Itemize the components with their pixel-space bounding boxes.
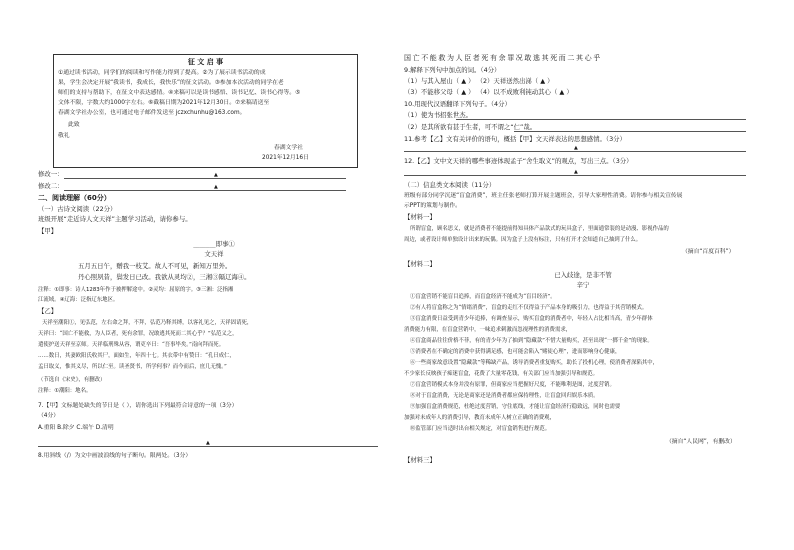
material-2-para-3b: 消费能力有限，在盲盒营销中，一味追求刺激而忽视理性的消费需求， — [404, 327, 572, 333]
revision-2-label: 修改二： — [38, 182, 64, 190]
notice-line-1: ①通过读书活动，同学们的阅读和写作能力得到了提高。②为了展示读书活动的成 — [58, 70, 266, 76]
blank-marker-4: ▲ — [574, 145, 578, 151]
activity-intro: 班级开展“走近诗人文天祥”主题学习活动，请你参与。 — [38, 215, 192, 223]
question-7-options: A.重阳 B.除夕 C.端午 D.清明 — [38, 425, 114, 431]
blank-marker-5: ▲ — [574, 169, 578, 175]
label-yi: 【乙】 — [38, 307, 58, 315]
revision-1-label: 修改一： — [38, 170, 64, 178]
prose-line-2: 天祥曰：“国亡不能救，为人臣者，死有余罪，况敢逃其死而二其心乎？”弘范义之， — [38, 331, 238, 337]
question-8: 8.用斜线（/）为文中画波浪线的句子断句。限两处。（3分） — [38, 453, 192, 459]
material-2-para-3: ③盲盒消费日益受到青少年追捧，有调查显示，购买盲盒的消费者中，年轻人占比相当高，青少年群体 — [410, 316, 653, 322]
poem-note-1: 注释：①即事：诗人1283年作于被押解途中。②灵均：屈原的字。③三湘：泛指湘 — [38, 287, 234, 293]
prose-line-4: ……数日，其妻欧阳氏收其尸，面如生，年四十七。其衣带中有赞曰：“孔曰成仁， — [38, 353, 235, 359]
notice-date: 2021年12月16日 — [262, 155, 309, 161]
material-2-author: 辛宁 — [576, 281, 590, 289]
material-2-title: 已入歧途，是非不管 — [554, 271, 612, 279]
prose-note: 注释：①潮阳：地名。 — [38, 388, 92, 394]
poem-title: _______即事① — [193, 240, 235, 248]
answer-line-10-2 — [514, 131, 746, 132]
notice-closing-1: 此致 — [68, 122, 80, 128]
question-12: 12.【乙】文中文天祥的哪些事迹体现孟子“舍生取义”的观点，写出三点。（3分） — [404, 157, 633, 165]
material-2-para-9: ⑨加强盲盒消费规范，杜绝过度营销，守住底线，才能让盲盒经济行稳致远，同时也需要 — [410, 404, 621, 410]
sentence-to-punctuate: 国亡不能救为人臣者死有余罪况敢逃其死而二其心乎 — [404, 54, 602, 62]
material-1-source: （摘自“百度百科”） — [682, 249, 735, 255]
question-9: 9.解释下列句中加点的词。（4分） — [404, 66, 501, 74]
notice-closing-2: 敬礼 — [58, 133, 70, 139]
question-9-row-2: （3）不能移父母（ ▲ ） （4）以不成败利钝动其心（ ▲ ） — [404, 88, 573, 96]
notice-line-3: 师们的支持与帮助下，在征文中表达感情。④来稿可以是读书感悟、读书记忆、读书心得等。⑤ — [58, 90, 301, 96]
material-2-label: 【材料二】 — [404, 260, 436, 268]
question-7-points: （4分） — [38, 413, 60, 419]
material-2-para-5: ⑤消费者在不确定的消费中获得满足感，也可能会陷入“赌徒心理”，进而影响身心健康， — [410, 349, 621, 355]
prose-source: （节选自《宋史》，有删改） — [38, 377, 106, 383]
subsection-1-heading: （一）古诗文阅读（22分） — [38, 205, 117, 213]
blank-marker-2: ▲ — [214, 184, 218, 190]
right-column — [404, 0, 762, 550]
material-2-para-10: ⑩监管部门应当适时出台相关规定，对盲盒销售进行规范。 — [410, 426, 551, 432]
prose-line-1: 天祥至潮阳①，见弘范，左右命之拜，不拜，弘范乃释其缚，以客礼见之，天祥固请死， — [42, 320, 253, 326]
prose-line-3: 遣使护送天祥至京师。天祥临刑殊从容，谓吏卒曰：“吾事毕矣。”南向拜而死。 — [38, 342, 225, 348]
poem-line-1: 五月五日午，赠我一枝艾。故人不可见，新知万里外。 — [78, 262, 232, 270]
prose-line-5: 孟曰取义，惟其义尽，所以仁至。读圣贤书，所学何事？而今而后，庶几无愧。” — [38, 364, 227, 370]
section-2-heading: 二、阅读理解（60分） — [38, 194, 111, 202]
left-column — [38, 0, 390, 550]
notice-line-5: 春湖文学社办公室，也可通过电子邮件发送至 jczxchunhu@163.com。 — [58, 110, 246, 116]
material-3-label: 【材料三】 — [404, 456, 436, 464]
material-2-para-4: ④盲盒商品往往价格不菲，有的青少年为了抽到“隐藏款”不惜大量购买，甚至出现“一掷千金”的现象。 — [410, 338, 653, 344]
notice-line-2: 果，学生会决定开展“我读书，我成长，我快乐”的征文活动。③参加本次活动的同学在老 — [58, 80, 284, 86]
question-11: 11.参考【乙】文有关评价的语句，概括【甲】文天祥表达的思想感情。（3分） — [404, 135, 626, 143]
material-2-para-8: ⑧对于盲盒消费，无论是商家还是消费者都应保持理性，让盲盒回归娱乐本质。 — [410, 393, 599, 399]
material-2-para-6b: 不少家长反映孩子痴迷盲盒，花费了大量零花钱，有关部门应当加强引导和规范。 — [404, 371, 599, 377]
notice-signature: 春湖文学社 — [274, 145, 303, 151]
label-jia: 【甲】 — [38, 227, 58, 235]
material-2-source: （摘自“人民网”，有删改） — [666, 439, 736, 445]
question-10: 10.用现代汉语翻译下列句子。（4分） — [404, 100, 511, 108]
question-7: 7.【甲】文标题处缺失的节日是（ ），请你选出下列最符合诗意的一项（3分） — [38, 403, 238, 409]
revision-2-line — [64, 190, 346, 191]
material-2-para-1: ①盲盒营销不能盲目追捧，而盲盒经济不能成为“盲目经济”。 — [410, 294, 556, 300]
material-1-line-2: 周边，或者设计师单独设计出来的玩偶。因为盒子上没有标注，只有打开才会知道自己抽到了什么。 — [404, 237, 642, 243]
subsection-2-heading: （二）信息类文本阅读（11分） — [404, 181, 496, 189]
blank-marker-3: ▲ — [206, 440, 210, 446]
notice-line-4: 文体不限，字数大约1000字左右。⑥截稿日期为2021年12月30日。⑦来稿请送至 — [58, 100, 270, 106]
material-2-para-6: ⑥一些商家故意设置“隐藏款”等稀缺产品，诱导消费者重复购买，助长了投机心理，使消费者深陷其中， — [410, 360, 659, 366]
question-10-item-2: （2）是其所欲有甚于生者，可不谓之“仁”哉。 — [404, 123, 537, 131]
material-2-para-2: ②有人将盲盒称之为“情绪消费”，盲盒的走红不仅得益于产品本身的吸引力，也得益于其营销模式。 — [410, 305, 648, 311]
poem-note-2: 江流域。④辽海：泛指辽东地区。 — [38, 297, 119, 303]
poem-line-2: 丹心照夙昔，鬓发日已改。我欲从灵均②，三湘③隔辽海④。 — [78, 273, 251, 281]
blank-marker-1: ▲ — [214, 172, 218, 178]
subsection-2-intro-2: 示PPT的策划与制作。 — [404, 203, 461, 209]
notice-title: 征 文 启 事 — [187, 58, 224, 66]
material-1-line-1: 所谓盲盒，顾名思义，就是消费者不能提前得知具体产品款式的玩具盒子，里面通常装的是动漫、影视作品的 — [410, 226, 669, 232]
notice-box — [53, 54, 358, 168]
material-1-label: 【材料一】 — [404, 213, 436, 221]
subsection-2-intro-1: 班级有部分同学沉迷“盲盒消费”，班主任张老师打算开展主题班会，引导大家理性消费。请你参与相关宣传展 — [404, 193, 683, 199]
revision-1-line — [64, 178, 346, 179]
poem-author: 文天祥 — [204, 250, 224, 258]
question-9-row-1: （1）与其入屋山（ ▲ ） （2）天祥送然出涕（ ▲ ） — [404, 77, 554, 85]
answer-line-10-1 — [456, 119, 746, 120]
material-2-para-9b: 加强对未成年人的消费引导，教育未成年人树立正确的消费观， — [404, 415, 555, 421]
material-2-para-7: ⑦盲盒营销模式本身并没有原罪，但商家应当把握好尺度，不能唯利是图，过度营销。 — [410, 382, 615, 388]
question-10-item-1: （1）使为书招张世杰。 — [404, 111, 472, 119]
